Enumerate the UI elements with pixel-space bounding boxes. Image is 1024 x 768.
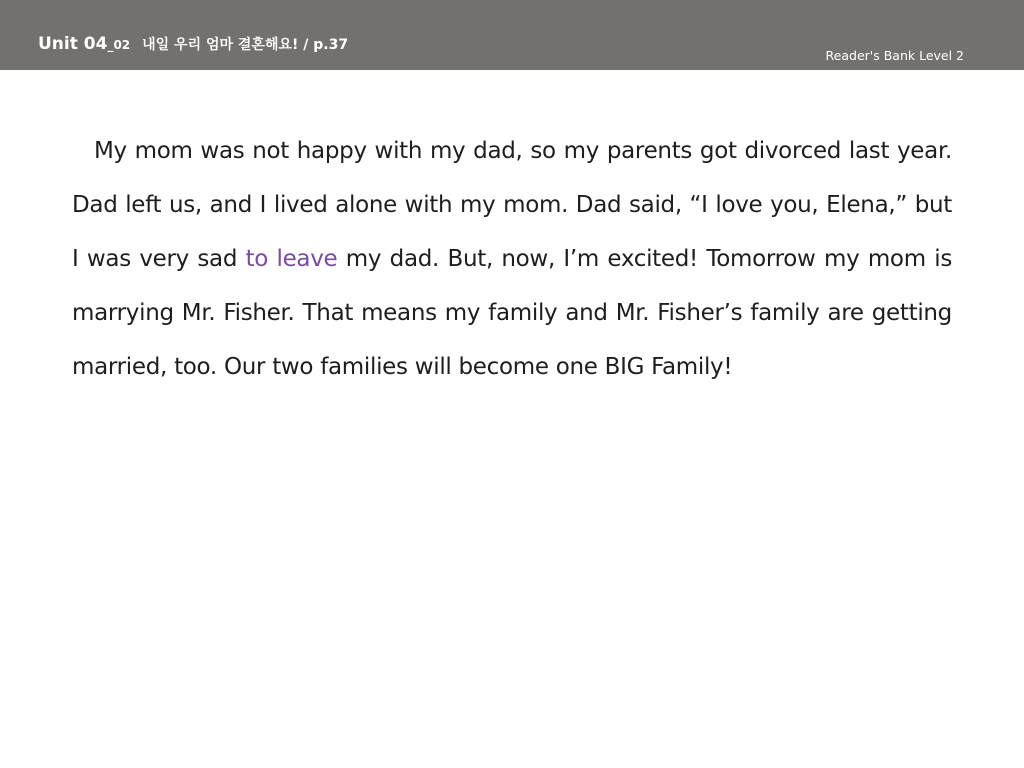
passage-text-part1: My mom was not happy with my dad, so my parents got divorced last year. Dad left us, and I lived alone with my mom. Dad said, “I love you, Elena,” but I was very sad	[72, 138, 952, 272]
reading-passage	[72, 124, 952, 394]
unit-label: Unit 04	[38, 34, 108, 54]
highlighted-phrase: to leave	[245, 246, 338, 272]
series-label: Reader's Bank Level 2	[825, 48, 964, 63]
header-bar	[0, 0, 1024, 70]
passage-text-part2: my dad. But, now, I’m excited! Tomorrow my mom is marrying Mr. Fisher. That means my family and Mr. Fisher’s family are getting married, too. Our two families will become one BIG Family!	[72, 246, 953, 380]
unit-sub-label: _02	[107, 38, 131, 52]
unit-title	[38, 34, 348, 54]
lesson-title: 내일 우리 엄마 결혼해요! / p.37	[142, 37, 349, 53]
